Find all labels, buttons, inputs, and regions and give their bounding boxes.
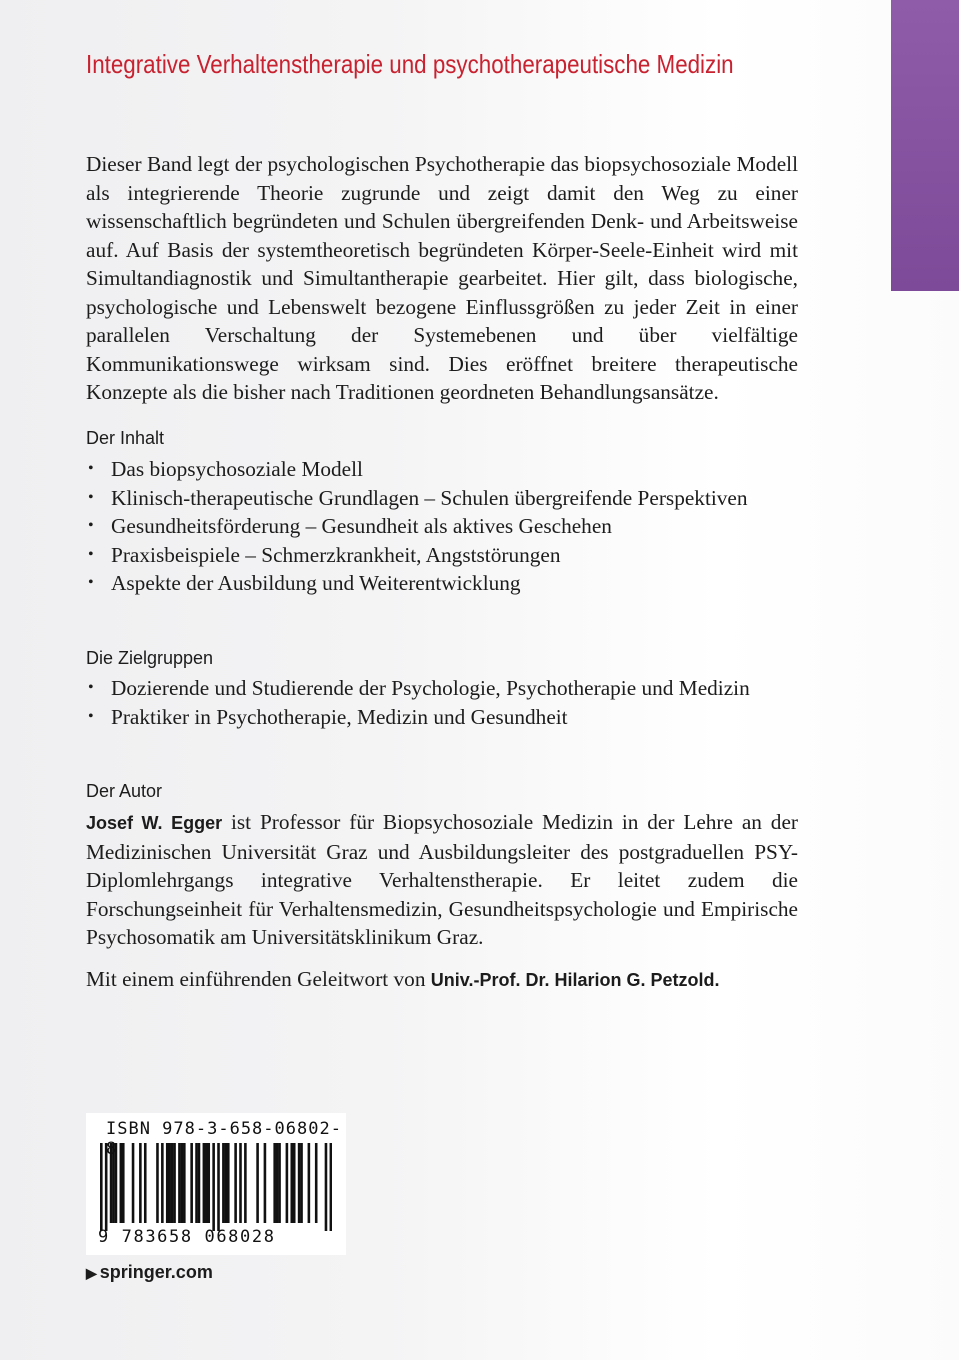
list-item: • Praxisbeispiele – Schmerzkrankheit, Angststörungen (86, 541, 798, 570)
barcode-bar (205, 1143, 208, 1223)
barcode-bar (244, 1143, 247, 1223)
barcode-bar (293, 1143, 296, 1223)
author-paragraph (86, 808, 798, 952)
barcode-bar (290, 1143, 293, 1223)
isbn-barcode-box (86, 1113, 346, 1255)
list-item: • Aspekte der Ausbildung und Weiterentwicklung (86, 569, 798, 598)
barcode-bar (217, 1143, 220, 1231)
list-item: • Gesundheitsförderung – Gesundheit als aktives Geschehen (86, 512, 798, 541)
list-item: • Dozierende und Studierende der Psychologie, Psychotherapie und Medizin (86, 674, 798, 703)
barcode-bar (112, 1143, 115, 1223)
barcode-bar (198, 1143, 201, 1223)
barcode-bar (300, 1143, 303, 1223)
barcode-bar (115, 1143, 118, 1223)
author-name: Josef W. Egger (86, 813, 223, 833)
barcode-bar (132, 1143, 135, 1223)
barcode-bar (122, 1143, 125, 1223)
author-heading: Der Autor (86, 781, 163, 801)
barcode-bar (227, 1143, 230, 1223)
barcode-bar (256, 1143, 259, 1223)
barcode-bar (330, 1143, 332, 1231)
bullet-icon: • (88, 679, 94, 696)
contents-list (86, 455, 798, 598)
barcode-bar (286, 1143, 289, 1223)
barcode-bar (298, 1143, 301, 1223)
bullet-icon: • (88, 707, 94, 725)
barcode-bar (273, 1143, 276, 1223)
publisher-url[interactable] (86, 1262, 213, 1283)
barcode-bar (203, 1143, 206, 1223)
book-title: Integrative Verhaltenstherapie und psychotherapeutische Medizin (86, 49, 734, 79)
list-item: • Das biopsychosoziale Modell (86, 455, 798, 484)
bullet-icon: • (88, 517, 94, 534)
purple-accent-tab (891, 0, 959, 291)
barcode-bar (144, 1143, 147, 1223)
barcode-bar (173, 1143, 176, 1223)
barcode-bar (105, 1143, 108, 1231)
barcode-bar (190, 1143, 193, 1223)
barcode-bar (178, 1143, 181, 1223)
barcode-bar (168, 1143, 171, 1223)
bullet-icon: • (88, 488, 94, 506)
barcode-bar (195, 1143, 198, 1223)
target-groups-list (86, 674, 798, 731)
barcode-bar (110, 1143, 113, 1223)
barcode (100, 1143, 332, 1231)
contents-heading: Der Inhalt (86, 428, 165, 448)
foreword-text: Mit einem einführenden Geleitwort von (86, 967, 431, 991)
barcode-bar (315, 1143, 318, 1223)
barcode-bar (212, 1143, 215, 1231)
barcode-bar (239, 1143, 242, 1223)
barcode-bar (207, 1143, 210, 1223)
barcode-bar (139, 1143, 142, 1223)
barcode-bar (325, 1143, 328, 1231)
author-bio: ist Professor für Biopsychosoziale Medizin in der Lehre an der Medizinischen Universität Graz und Ausbildungsleiter des postgraduellen PSY-Diplomlehrgangs integrative Verhaltenstherapie. Er leitet zudem die Forschungseinheit für Verhaltensmedizin, Gesundheitspsychologie und Empirische Psychosomatik am Universitätsklinikum Graz. (86, 810, 798, 949)
foreword-note (86, 965, 798, 995)
publisher-url-text: springer.com (99, 1262, 213, 1282)
target-groups-heading: Die Zielgruppen (86, 648, 214, 668)
barcode-bar (161, 1143, 164, 1223)
bullet-icon: • (88, 574, 94, 591)
barcode-bar (276, 1143, 279, 1223)
barcode-bar (234, 1143, 237, 1223)
barcode-bar (100, 1143, 103, 1231)
description-paragraph: Dieser Band legt der psychologischen Psychotherapie das biopsychosoziale Modell als integrierende Theorie zugrunde und zeigt damit den Weg zu einer wissenschaftlich begründeten und Schulen übergreifenden Denk- und Arbeitsweise auf. Auf Basis der systemtheoretisch begründeten Körper-Seele-Einheit wird mit Simultandiagnostik und Simultantherapie gearbeitet. Hier gilt, dass biologische, psychologische und Lebenswelt bezogene Einflussgrößen zu jeder Zeit in einer parallelen Verschaltung der Systemebenen und über vielfältige Kommunikationswege wirksam sind. Dies eröffnet breitere therapeutische Konzepte als die bisher nach Traditionen geordneten Behandlungsansätze. (86, 152, 798, 404)
foreword-author: Univ.-Prof. Dr. Hilarion G. Petzold. (430, 970, 720, 990)
barcode-bar (264, 1143, 267, 1223)
list-item: • Klinisch-therapeutische Grundlagen – Schulen übergreifende Perspektiven (86, 484, 798, 513)
list-item: • Praktiker in Psychotherapie, Medizin und Gesundheit (86, 703, 798, 732)
barcode-bar (183, 1143, 186, 1223)
bullet-icon: • (88, 545, 94, 563)
bullet-icon: • (88, 460, 94, 477)
barcode-bar (308, 1143, 311, 1223)
barcode-bar (225, 1143, 228, 1223)
barcode-bar (222, 1143, 225, 1223)
barcode-bar (171, 1143, 174, 1223)
barcode-bar (181, 1143, 184, 1223)
barcode-bar (166, 1143, 169, 1223)
isbn-label: ISBN 978-3-658-06802- (106, 1119, 342, 1139)
arrow-right-icon: ▶ (86, 1265, 97, 1281)
barcode-bar (156, 1143, 159, 1223)
barcode-bar (120, 1143, 123, 1223)
barcode-digits: 9 783658 068028 (98, 1227, 276, 1247)
barcode-bar (278, 1143, 281, 1223)
